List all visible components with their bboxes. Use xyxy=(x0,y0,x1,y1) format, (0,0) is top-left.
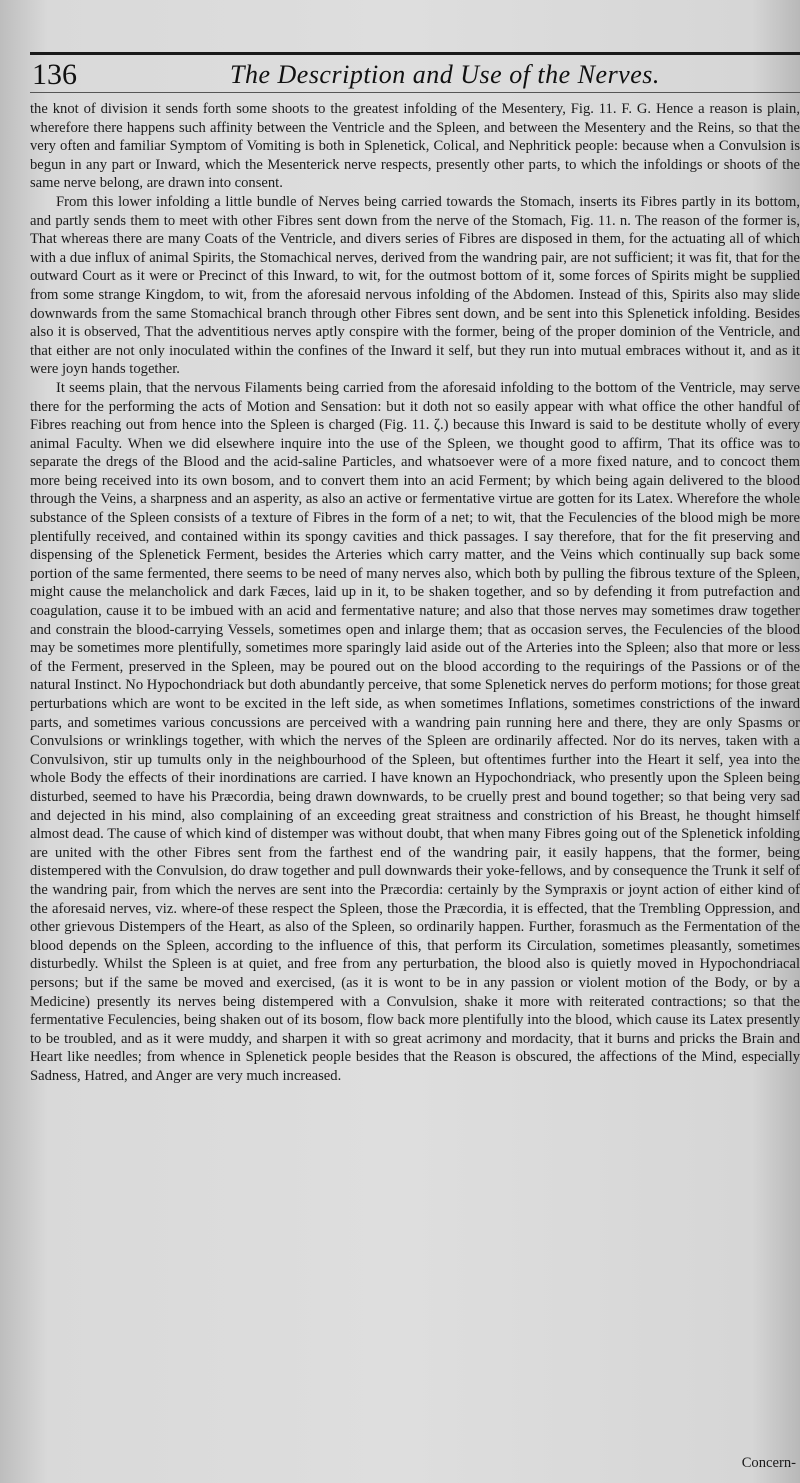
body-text xyxy=(30,100,800,1085)
header-underline xyxy=(30,92,800,93)
paragraph-3: It seems plain, that the nervous Filaments being carried from the aforesaid infolding to the bottom of the Ventricle, may serve there for the performing the acts of Motion and Sensation: but it doth not so easily appear with what office the other handful of Fibres reaching out from hence into the Spleen is charged (Fig. 11. ζ.) because this Inward is said to be destitute wholly of every animal Faculty. When we did elsewhere inquire into the use of the Spleen, we thought good to affirm, That its office was to separate the dregs of the Blood and the acid-saline Particles, and whatsoever were of a more fixed nature, and to concoct them more being received into its own bosom, and to convert them into an acid Ferment; by which being again delivered to the blood through the Veins, a sharpness and an asperity, as also an active or fermentative virtue are gotten for its Latex. Wherefore the whole substance of the Spleen consists of a texture of Fibres in the form of a net; to wit, that the Feculencies of the blood migh be more plentifully received, and contained within its spongy cavities and thick passages. I say therefore, that for the fit preserving and dispensing of the Splenetick Ferment, besides the Arteries which carry matter, and the Veins which continually sup back some portion of the same fermented, there seems to be need of many nerves also, which both by pulling the fibrous texture of the Spleen, might cause the melancholick and dark Fæces, laid up in it, to be shaken together, and so by defending it from putrefaction and coagulation, cause it to be imbued with an acid and fermentative nature; and also that those nerves may sometimes draw together and constrain the blood-carrying Vessels, sometimes open and inlarge them; that as occasion serves, the Feculencies of the blood may be sometimes more plentifully, sometimes more sparingly laid aside out of the Arteries into the Spleen; also that more or less of the Ferment, preserved in the Spleen, may be poured out on the blood according to the requirings of the Passions or of the natural Instinct. No Hypochondriack but doth abundantly perceive, that some Splenetick nerves do perform motions; for those great perturbations which are wont to be excited in the left side, as when sometimes Inflations, sometimes constrictions of the inward parts, and sometimes various concussions are perceived with a wandring pain running here and there, they are only Spasms or Convulsions or wrinklings together, with which the nerves of the Spleen are ordinarily affected. Nor do its nerves, taken with a Convulsivon, stir up tumults only in the neighbourhood of the Spleen, but oftentimes further into the Heart it self, yea into the whole Body the effects of their inordinations are carried. I have known an Hypochondriack, who presently upon the Spleen being disturbed, seemed to have his Præcordia, being drawn downwards, to be cruelly prest and bound together; so that being very sad and dejected in his mind, also complaining of an exceeding great straitness and constriction of his Breast, he thought himself almost dead. The cause of which kind of distemper was without doubt, that when many Fibres going out of the Splenetick infolding are united with the other Fibres sent from the farthest end of the wandring pair, it easily happens, that the former, being distempered with the Convulsion, do draw together and pull downwards their yoke-fellows, and by consequence the Trunk it self of the wandring pair, from which the nerves are sent into the Præcordia: certainly by the Sympraxis or joynt action of either kind of the aforesaid nerves, viz. where-of these respect the Spleen, those the Præcordia, it is effected, that the Trembling Oppression, and other grievous Distempers of the Heart, as also of the Spleen, so ordinarily happen. Further, forasmuch as the Fermentation of the blood depends on the Spleen, according to the influence of this, that perform its Circulation, sometimes pleasantly, sometimes disturbedly. Whilst the Spleen is at quiet, and free from any perturbation, the blood also is quietly moved in Hypochondriacal persons; but if the same be moved and exercised, (as it is wont to be in any passion or violent motion of the Body, or by a Medicine) presently its nerves being distempered with a Convulsion, shake it more with reiterated contractions; so that the fermentative Feculencies, being shaken out of its bosom, flow back more plentifully into the blood, which cause its Latex presently to be troubled, and as it were muddy, and sharpen it with so great acrimony and mordacity, that it burns and pricks the Brain and Heart like needles; from whence in Splenetick people besides that the Reason is obscured, the affections of the Mind, especially Sadness, Hatred, and Anger are very much increased. xyxy=(30,379,800,1084)
catchword: Concern- xyxy=(741,1455,796,1471)
page-number: 136 xyxy=(32,58,77,91)
paragraph-2: From this lower infolding a little bundle of Nerves being carried towards the Stomach, inserts its Fibres partly in its bottom, and partly sends them to meet with other Fibres sent down from the nerve of the Stomach, Fig. 11. n. The reason of the former is, That whereas there are many Coats of the Ventricle, and divers series of Fibres are disposed in them, for the actuating all of which with a due influx of animal Spirits, the Stomachical nerves, derived from the wandring pair, are not sufficient; it was fit, that for the outward Court as it were or Precinct of this Inward, to wit, for the outmost bottom of it, some forces of Spirits might be supplied from some strange Kingdom, to wit, from the aforesaid nervous infolding of the Abdomen. Instead of this, Spirits also may slide downwards from the same Stomachical branch through other Fibres sent down, and be sent into this Splenetick infolding. Besides also it is observed, That the adventitious nerves aptly conspire with the former, being of the proper dominion of the Ventricle, and that either are not only inoculated within the confines of the Inward it self, but they run into mutual embraces without it, and as it were joyn hands together. xyxy=(30,193,800,378)
paragraph-1: the knot of division it sends forth some shoots to the greatest infolding of the Mesentery, Fig. 11. F. G. Hence a reason is plain, wherefore there happens such affinity between the Ventricle and the Spleen, and between the Mesentery and the Reins, so that the very often and familiar Symptom of Vomiting is both in Splenetick, Colical, and Nephritick people: because when a Convulsion is begun in any part or Inward, which the Mesenterick nerve respects, presently other parts, to which the infoldings or shoots of the same nerve belong, are drawn into consent. xyxy=(30,101,800,192)
header-rule xyxy=(30,52,800,55)
running-head: The Description and Use of the Nerves. xyxy=(230,60,660,89)
page-header xyxy=(30,56,800,92)
